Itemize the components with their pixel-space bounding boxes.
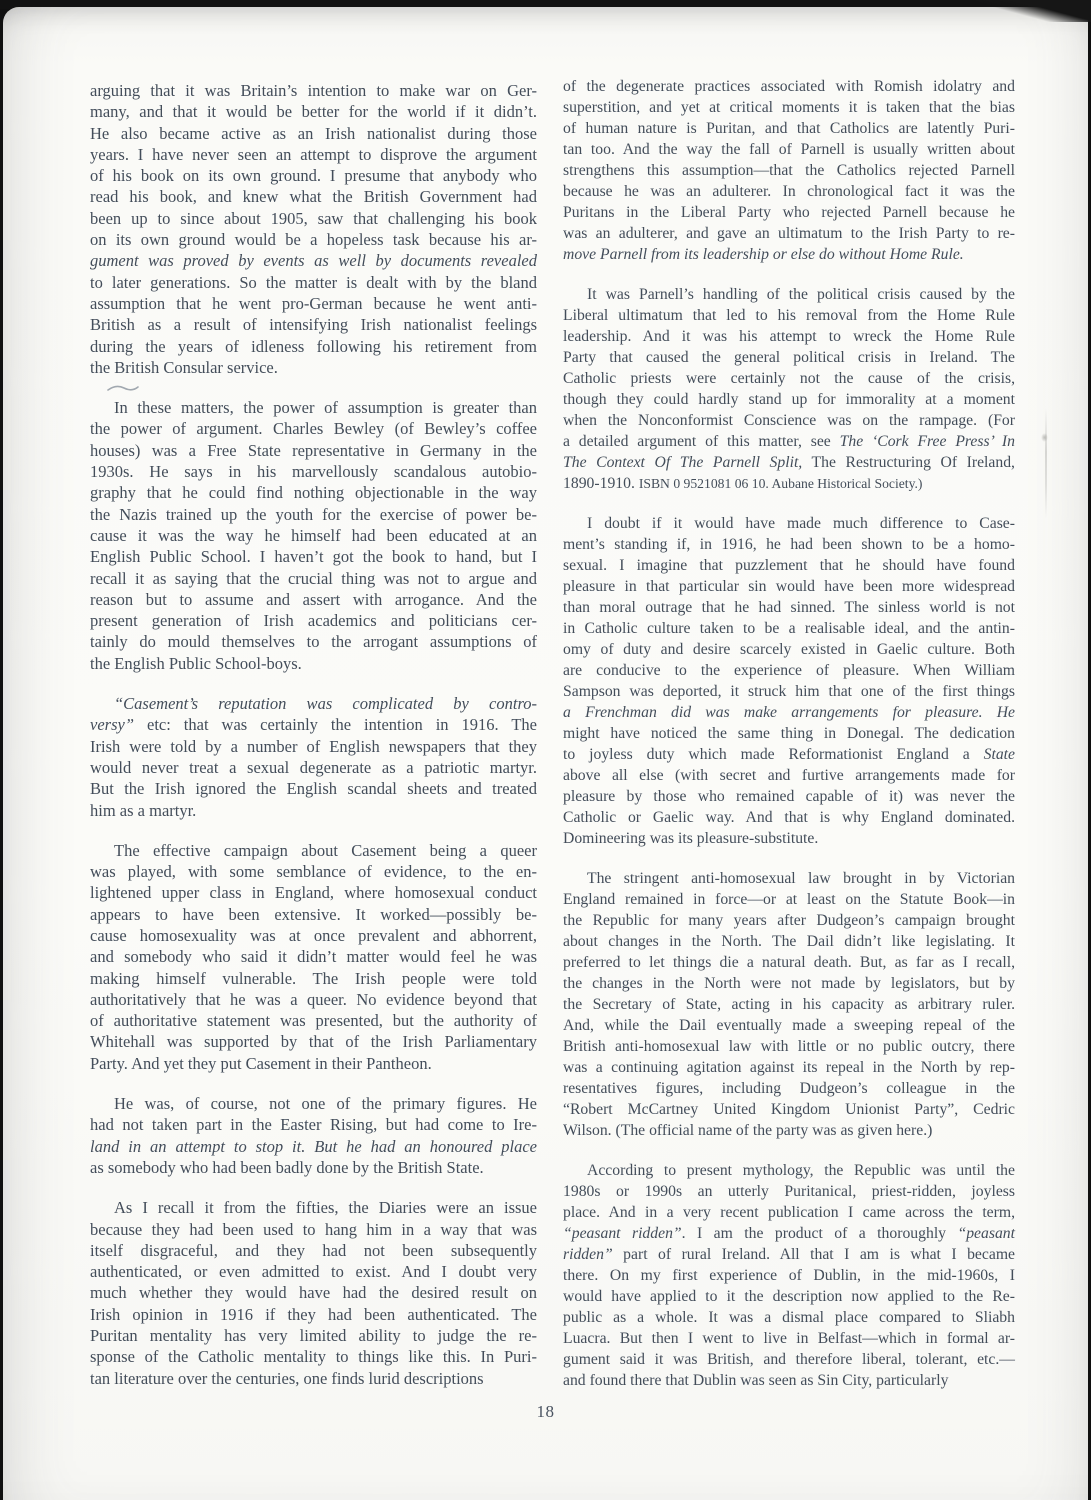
text-line [563,1307,1015,1328]
text-run: ISBN 0 9521081 06 10. Aubane Historical Society.) [638,476,923,491]
text-line [90,1053,537,1074]
text-run: and found there that Dublin was seen as Sin City, particularly [563,1372,949,1389]
text-line [563,994,1015,1015]
text-run: of authoritative statement was presented, but the authority of [90,1011,537,1031]
text-line [90,1157,537,1178]
text-run: part of rural Ireland. All that I am is what I became [612,1246,1015,1263]
text-run: 1980s or 1990s an utterly Puritanical, priest-ridden, joyless [563,1183,1015,1200]
text-run: tainly do mould themselves to the arrogant assumptions of [90,632,537,652]
text-run: was an adulterer, and gave an ultimatum to the Irish Party to re- [563,225,1015,242]
text-run: The effective campaign about Casement being a queer [114,840,537,860]
text-line [563,389,1015,410]
text-line [563,931,1015,952]
text-run: present generation of Irish academics and politicians cer- [90,611,537,631]
text-line [90,568,537,589]
text-line [563,1349,1015,1370]
text-run: would never treat a sexual degenerate as a patriotic martyr. [90,757,537,777]
text-line [90,1031,537,1052]
text-line [90,631,537,652]
text-line [90,418,537,439]
text-run: strengthens this assumption—that the Catholics rejected Parnell [563,162,1015,179]
text-line [563,1120,1015,1141]
text-line [90,757,537,778]
text-run: authoritatively that he was a queer. No evidence beyond that [90,989,537,1009]
text-run: Irish opinion in 1916 if they had been authenticated. The [90,1304,537,1324]
text-line [563,368,1015,389]
text-run: him as a martyr. [90,800,197,820]
text-line [90,272,537,293]
text-line [563,576,1015,597]
text-run: . I am the product of a thoroughly [681,1225,958,1242]
text-run: sexual. I imagine that puzzlement that he should have found [563,557,1015,574]
text-run: was a continuing agitation against its repeal in the North by rep- [563,1059,1015,1076]
text-run: the Nazis trained up the youth for the exercise of power be- [90,504,537,524]
text-column-left [90,80,537,1389]
text-run: the Secretary of State, acting in his capacity as arbitrary ruler. [563,996,1015,1013]
text-run: The stringent anti-homosexual law brought in by Victorian [587,870,1015,887]
page-number: 18 [536,1402,555,1421]
text-run: the English Public School-boys. [90,653,302,673]
text-line [563,181,1015,202]
paragraph [90,1197,537,1389]
text-line [90,904,537,925]
text-line [563,1057,1015,1078]
text-line [563,347,1015,368]
text-run: and somebody who said it didn’t matter would feel he was [90,947,537,967]
scan-scratch-dot [1041,433,1048,442]
text-run: there. On my first experience of Dublin, in the mid-1960s, I [563,1267,1015,1284]
text-line [90,1240,537,1261]
text-run: Catholic or Gaelic way. And that is why England dominated. [563,809,1015,826]
text-line [90,1136,537,1157]
text-line [90,250,537,271]
text-run: 1890-1910. [563,475,639,492]
text-line [563,597,1015,618]
text-line [90,714,537,735]
text-line [90,1304,537,1325]
text-run: arguing that it was Britain’s intention to make war on Ger- [90,81,537,100]
text-line [90,314,537,335]
text-line [563,618,1015,639]
text-run: of his book on its own ground. I presume that anybody who [90,166,537,186]
text-run: a detailed argument of this matter, see [563,433,840,450]
text-run: versy” [90,715,134,735]
text-run: England remained in force—or at least on the Statute Book—in [563,891,1015,908]
text-run: because he was an adulterer. In chronological fact it was the [563,183,1015,200]
text-line [563,244,1015,265]
text-line [563,160,1015,181]
text-line [90,208,537,229]
text-line [563,1286,1015,1307]
text-line [90,397,537,418]
text-run: omy of duty and desire scarcely existed in Gaelic culture. Both [563,641,1015,658]
text-line [90,1346,537,1367]
text-line [563,305,1015,326]
text-run: are conducive to the experience of pleasure. When William [563,662,1015,679]
text-run: public as a whole. It was a dismal place compared to Sliabh [563,1309,1015,1326]
text-run: Catholic priests were certainly not the cause of the crisis, [563,370,1015,387]
text-run: Liberal ultimatum that led to his removal from the Home Rule [563,307,1015,324]
text-run: resentatives figures, including Dudgeon’s colleague in the [563,1080,1015,1097]
paragraph [90,1093,537,1178]
text-line [563,807,1015,828]
paragraph [563,513,1015,849]
text-run: on its own ground would be a hopeless task because his ar- [90,230,537,250]
text-line [90,229,537,250]
text-run: Luacra. But then I went to live in Belfast—which in formal ar- [563,1330,1015,1347]
text-line [90,946,537,967]
text-line [563,1160,1015,1181]
text-run: would have applied to it the description now applied to the Re- [563,1288,1015,1305]
text-run: when the Nonconformist Conscience was on the rampage. (For [563,412,1015,429]
text-run: ment’s standing if, in 1916, he had been shown to be a homo- [563,536,1015,553]
text-run: “Robert McCartney United Kingdom Unionist Party”, Cedric [563,1101,1015,1118]
text-run: was played, with some semblance of evidence, to the en- [90,862,537,882]
text-line [563,868,1015,889]
text-run: The ‘Cork Free Press’ In [839,433,1015,450]
text-line [90,461,537,482]
text-run: And, while the Dail eventually made a sweeping repeal of the [563,1017,1015,1034]
text-line [90,989,537,1010]
text-line [90,546,537,567]
text-line [563,1223,1015,1244]
text-line [90,482,537,503]
text-run: read his book, and knew what the British Government had [90,187,537,207]
text-run: much whether they would have had the desired result on [90,1283,537,1303]
paragraph [90,80,537,378]
text-line [563,723,1015,744]
text-run: pleasure in that particular sin would have been more widespread [563,578,1015,595]
text-line [563,431,1015,452]
text-line [563,910,1015,931]
text-run: Puritan mentality has very limited ability to judge the re- [90,1326,537,1346]
text-run: State [983,746,1015,763]
text-line [563,1015,1015,1036]
text-run: move Parnell from its leadership or else do without Home Rule. [563,246,964,263]
text-run: As I recall it from the fifties, the Diaries were an issue [114,1198,537,1218]
pen-mark [106,381,140,395]
scan-corner-shadow [971,0,1091,22]
text-run: to joyless duty which made Reformationist England a [563,746,984,763]
text-line [90,1010,537,1031]
text-line [90,504,537,525]
text-run: been up to since about 1905, saw that challenging his book [90,208,537,228]
paragraph [563,868,1015,1141]
text-line [90,144,537,165]
text-line [90,925,537,946]
text-line [90,1219,537,1240]
text-line [563,410,1015,431]
text-line [563,1328,1015,1349]
text-line [90,293,537,314]
text-run: leadership. And it was his attempt to wreck the Home Rule [563,328,1015,345]
text-line [90,80,537,101]
text-run: during the years of idleness following his retirement from [90,336,537,356]
text-run: many, and that it would be better for the world if it didn’t. [90,102,537,122]
text-line [90,778,537,799]
text-run: the British Consular service. [90,357,278,377]
text-line [563,452,1015,473]
text-run: might have noticed the same thing in Donegal. The dedication [563,725,1015,742]
text-run: He was, of course, not one of the primary figures. He [114,1094,537,1114]
text-line [563,1078,1015,1099]
text-run: Sampson was deported, it struck him that one of the first things [563,683,1015,700]
text-line [563,1036,1015,1057]
text-run: in Catholic culture taken to be a realisable ideal, and the antin- [563,620,1015,637]
text-run: the power of argument. Charles Bewley (of Bewley’s coffee [90,419,537,439]
text-run: above all else (with secret and furtive arrangements made for [563,767,1015,784]
text-run: But the Irish ignored the English scandal sheets and treated [90,779,537,799]
text-run: tan literature over the centuries, one finds lurid descriptions [90,1368,484,1388]
text-line [90,861,537,882]
text-run: Wilson. (The official name of the party was as given here.) [563,1122,933,1139]
paragraph [90,840,537,1074]
paragraph [90,693,537,821]
text-run: I doubt if it would have made much difference to Case- [587,515,1015,532]
text-run: In these matters, the power of assumption is greater than [114,398,537,418]
text-run: itself disgraceful, and they had not been subsequently [90,1240,537,1260]
text-run: reason but to assume and assert with arrogance. And the [90,589,537,609]
paragraph [563,1160,1015,1391]
text-line [90,589,537,610]
text-line [90,186,537,207]
text-run: place. And in a very recent publication I came across the term, [563,1204,1015,1221]
text-run: the changes in the North were not made by legislators, but by [563,975,1015,992]
text-line [90,1093,537,1114]
text-line [563,744,1015,765]
text-run: British anti-homosexual law with little or no public outcry, there [563,1038,1015,1055]
text-line [563,786,1015,807]
text-line [563,97,1015,118]
text-line [90,525,537,546]
text-run: cause it was the way he himself had been educated at an [90,525,537,545]
text-run: According to present mythology, the Republic was until the [587,1162,1015,1179]
text-line [563,555,1015,576]
text-line [90,1368,537,1389]
text-run: a Frenchman did was make arrangements for pleasure. He [563,704,1015,721]
text-run: recall it as saying that the crucial thing was not to argue and [90,568,537,588]
text-line [563,889,1015,910]
text-line [563,1099,1015,1120]
text-run: “peasant [957,1225,1015,1242]
text-line [90,336,537,357]
text-run: graphy that he could find nothing objectionable in the way [90,483,537,503]
text-line [90,840,537,861]
text-line [90,123,537,144]
paragraph [563,76,1015,265]
text-run: “peasant ridden” [563,1225,682,1242]
text-run: The Context Of The Parnell Split, [563,454,803,471]
text-line [563,952,1015,973]
text-line [563,1265,1015,1286]
text-line [90,357,537,378]
text-run: authenticated, or even admitted to exist. And I doubt very [90,1262,537,1282]
text-run: gument said it was British, and therefore liberal, tolerant, etc.— [563,1351,1015,1368]
text-line [563,1370,1015,1391]
text-run: British as a result of intensifying Irish nationalist feelings [90,315,537,335]
text-run: making himself vulnerable. The Irish people were told [90,968,537,988]
text-run: Puritans in the Liberal Party who rejected Parnell because he [563,204,1015,221]
text-run: assumption that he went pro-German because he went anti- [90,293,537,313]
text-run: appears to have been extensive. It worked—possibly be- [90,904,537,924]
text-line [563,681,1015,702]
paragraph [563,284,1015,494]
text-run: Party that caused the general political crisis in Ireland. The [563,349,1015,366]
text-run: preferred to let things die a natural death. But, as far as I recall, [563,954,1015,971]
text-line [563,828,1015,849]
text-line [563,76,1015,97]
text-run: ridden” [563,1246,613,1263]
text-run: the Republic for many years after Dudgeon’s campaign brought [563,912,1015,929]
text-line [563,973,1015,994]
text-line [563,326,1015,347]
text-run: 1930s. He says in his marvellously scandalous autobio- [90,462,537,482]
text-run: as somebody who had been badly done by the British State. [90,1157,484,1177]
text-line [90,882,537,903]
text-line [90,653,537,674]
text-line [563,1244,1015,1265]
text-line [563,639,1015,660]
text-line [563,702,1015,723]
text-run: Irish were told by a number of English newspapers that they [90,736,537,756]
text-line [563,1181,1015,1202]
text-column-right [563,76,1015,1391]
text-line [90,101,537,122]
text-run: land in an attempt to stop it. But he had an honoured place [90,1136,537,1156]
text-line [90,1325,537,1346]
text-line [563,139,1015,160]
text-line [563,284,1015,305]
text-run: houses) was a Free State representative in Germany in the [90,440,537,460]
text-line [563,473,1015,494]
text-run: sponse of the Catholic mentality to things like this. In Puri- [90,1347,537,1367]
text-line [90,800,537,821]
text-run: years. I have never seen an attempt to disprove the argument [90,144,537,164]
text-run: English Public School. I haven’t got the book to hand, but I [90,547,537,567]
text-line [563,118,1015,139]
text-line [90,165,537,186]
text-run: because they had been used to hang him in a way that was [90,1219,537,1239]
paragraph [90,397,537,674]
text-run: He also became active as an Irish nationalist during those [90,123,537,143]
text-run: lightened upper class in England, where homosexual conduct [90,883,537,903]
text-run: The Restructuring Of Ireland, [802,454,1015,471]
text-run: Party. And yet they put Casement in their Pantheon. [90,1053,432,1073]
scan-scratch-line [1045,408,1047,518]
text-run: It was Parnell’s handling of the political crisis caused by the [587,286,1015,303]
text-run: about changes in the North. The Dail didn’t like legislating. It [563,933,1015,950]
text-run: Whitehall was supported by that of the Irish Parliamentary [90,1032,537,1052]
text-line [90,693,537,714]
text-line [563,534,1015,555]
text-run: of the degenerate practices associated with Romish idolatry and [563,78,1015,95]
text-run: though they could hardly stand up for immorality at a moment [563,391,1015,408]
text-line [90,1114,537,1135]
text-line [90,610,537,631]
text-line [563,1202,1015,1223]
text-line [90,1261,537,1282]
text-line [563,513,1015,534]
text-run: of human nature is Puritan, and that Catholics are latently Puri- [563,120,1015,137]
text-line [90,440,537,461]
text-run: cause homosexuality was at once prevalent and abhorrent, [90,925,537,945]
text-line [563,223,1015,244]
text-run: than moral outrage that he had sinned. The sinless world is not [563,599,1015,616]
text-line [90,1282,537,1303]
text-line [563,202,1015,223]
text-run: had not taken part in the Easter Rising, but had come to Ire- [90,1115,537,1135]
text-run: “Casement’s reputation was complicated by contro- [114,694,537,714]
text-run: superstition, and yet at critical moments it is taken that the bias [563,99,1015,116]
text-run: Domineering was its pleasure-substitute. [563,830,819,847]
text-line [90,1197,537,1218]
text-run: tan too. And the way the fall of Parnell is usually written about [563,141,1015,158]
text-run: pleasure by those who remained capable of it) was never the [563,788,1015,805]
text-line [563,660,1015,681]
text-line [90,968,537,989]
text-run: to later generations. So the matter is dealt with by the bland [90,272,537,292]
text-run: etc: that was certainly the intention in 1916. The [134,715,537,735]
text-line [90,736,537,757]
text-line [563,765,1015,786]
text-run: gument was proved by events as well by documents revealed [90,251,537,271]
